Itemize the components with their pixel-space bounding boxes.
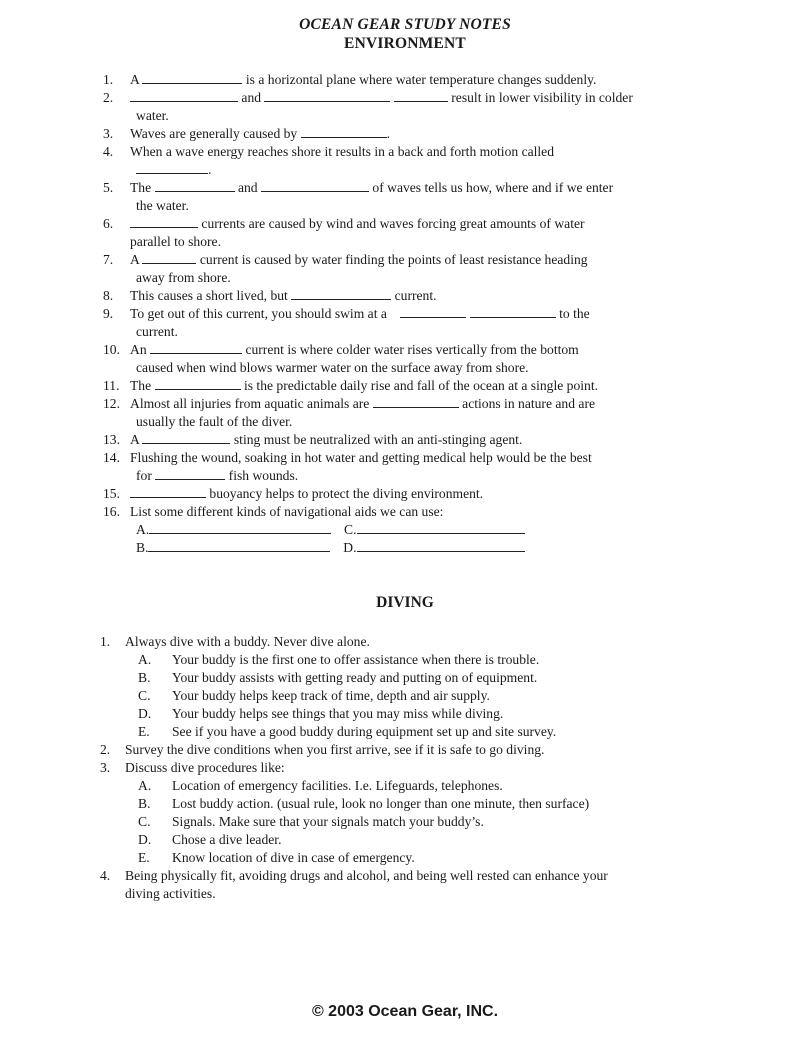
diving-list (100, 633, 680, 903)
answer-blank[interactable] (394, 89, 448, 102)
diving-subitem: E. Know location of dive in case of emergency. (138, 850, 415, 865)
answer-blank[interactable] (291, 287, 391, 300)
question-12: 12. Almost all injuries from aquatic animals are actions in nature and are usually the fault of the diver. (103, 396, 596, 429)
question-5: 5. The and of waves tells us how, where and if we enter the water. (103, 180, 614, 213)
answer-blank[interactable] (142, 251, 196, 264)
section-title-diving: DIVING (376, 594, 434, 611)
answer-blank[interactable] (130, 485, 206, 498)
question-10: 10. An current is where colder water rises vertically from the bottom caused when wind blows warmer water on the surface away from shore. (103, 342, 579, 375)
diving-subitem: A. Location of emergency facilities. I.e. Lifeguards, telephones. (138, 778, 503, 793)
answer-blank-b[interactable] (148, 539, 330, 552)
question-13: 13. A sting must be neutralized with an anti-stinging agent. (103, 432, 523, 447)
question-2: 2. and result in lower visibility in colder water. (103, 90, 633, 123)
answer-blank[interactable] (136, 161, 208, 174)
answer-blank-a[interactable] (149, 521, 331, 534)
nav-aid-blanks: A. C. B. D. (130, 521, 683, 557)
document-title: OCEAN GEAR STUDY NOTES (299, 16, 511, 33)
diving-item-4: 4. Being physically fit, avoiding drugs and alcohol, and being well rested can enhance your diving activities. (100, 868, 608, 901)
question-1: 1. A is a horizontal plane where water temperature changes suddenly. (103, 72, 597, 87)
question-9: 9. To get out of this current, you should swim at a to the current. (103, 306, 590, 339)
copyright-footer: © 2003 Ocean Gear, INC. (311, 1003, 499, 1020)
diving-subitem: D. Your buddy helps see things that you may miss while diving. (138, 706, 504, 721)
diving-item-1: 1. Always dive with a buddy. Never dive alone. (100, 634, 370, 649)
question-11: 11. The is the predictable daily rise and fall of the ocean at a single point. (103, 378, 599, 393)
diving-subitem: E. See if you have a good buddy during equipment set up and site survey. (138, 724, 557, 739)
diving-subitem: D. Chose a dive leader. (138, 832, 282, 847)
answer-blank[interactable] (155, 377, 241, 390)
environment-questions (103, 71, 683, 557)
answer-blank[interactable] (142, 431, 230, 444)
answer-blank-c[interactable] (357, 521, 525, 534)
answer-blank[interactable] (264, 89, 390, 102)
question-15: 15. buoyancy helps to protect the diving environment. (103, 486, 484, 501)
answer-blank[interactable] (373, 395, 459, 408)
answer-blank[interactable] (261, 179, 369, 192)
question-3: 3. Waves are generally caused by . (103, 126, 391, 141)
section-title-environment: ENVIRONMENT (344, 35, 466, 52)
diving-item-3: 3. Discuss dive procedures like: (100, 760, 285, 775)
diving-subitem: C. Your buddy helps keep track of time, depth and air supply. (138, 688, 490, 703)
answer-blank[interactable] (130, 215, 198, 228)
answer-blank[interactable] (155, 467, 225, 480)
answer-blank[interactable] (301, 125, 387, 138)
answer-blank[interactable] (400, 305, 466, 318)
diving-subitem: B. Lost buddy action. (usual rule, look no longer than one minute, then surface) (138, 796, 590, 811)
answer-blank[interactable] (130, 89, 238, 102)
answer-blank[interactable] (470, 305, 556, 318)
answer-blank[interactable] (155, 179, 235, 192)
diving-item-2: 2. Survey the dive conditions when you first arrive, see if it is safe to go diving. (100, 742, 545, 757)
answer-blank-d[interactable] (357, 539, 525, 552)
answer-blank[interactable] (142, 71, 242, 84)
question-14: 14. Flushing the wound, soaking in hot water and getting medical help would be the best for fish wounds. (103, 450, 592, 483)
diving-subitem: B. Your buddy assists with getting ready and putting on of equipment. (138, 670, 538, 685)
diving-subitem: C. Signals. Make sure that your signals match your buddy’s. (138, 814, 484, 829)
diving-subitem: A. Your buddy is the first one to offer assistance when there is trouble. (138, 652, 540, 667)
question-4: 4. When a wave energy reaches shore it results in a back and forth motion called . (103, 144, 555, 177)
answer-blank[interactable] (150, 341, 242, 354)
question-7: 7. A current is caused by water finding the points of least resistance heading away from shore. (103, 252, 588, 285)
question-16: 16. List some different kinds of navigational aids we can use: A. C. B. D. (103, 503, 683, 557)
question-6: 6. currents are caused by wind and waves forcing great amounts of water parallel to shore. (103, 216, 585, 249)
question-8: 8. This causes a short lived, but current. (103, 288, 437, 303)
